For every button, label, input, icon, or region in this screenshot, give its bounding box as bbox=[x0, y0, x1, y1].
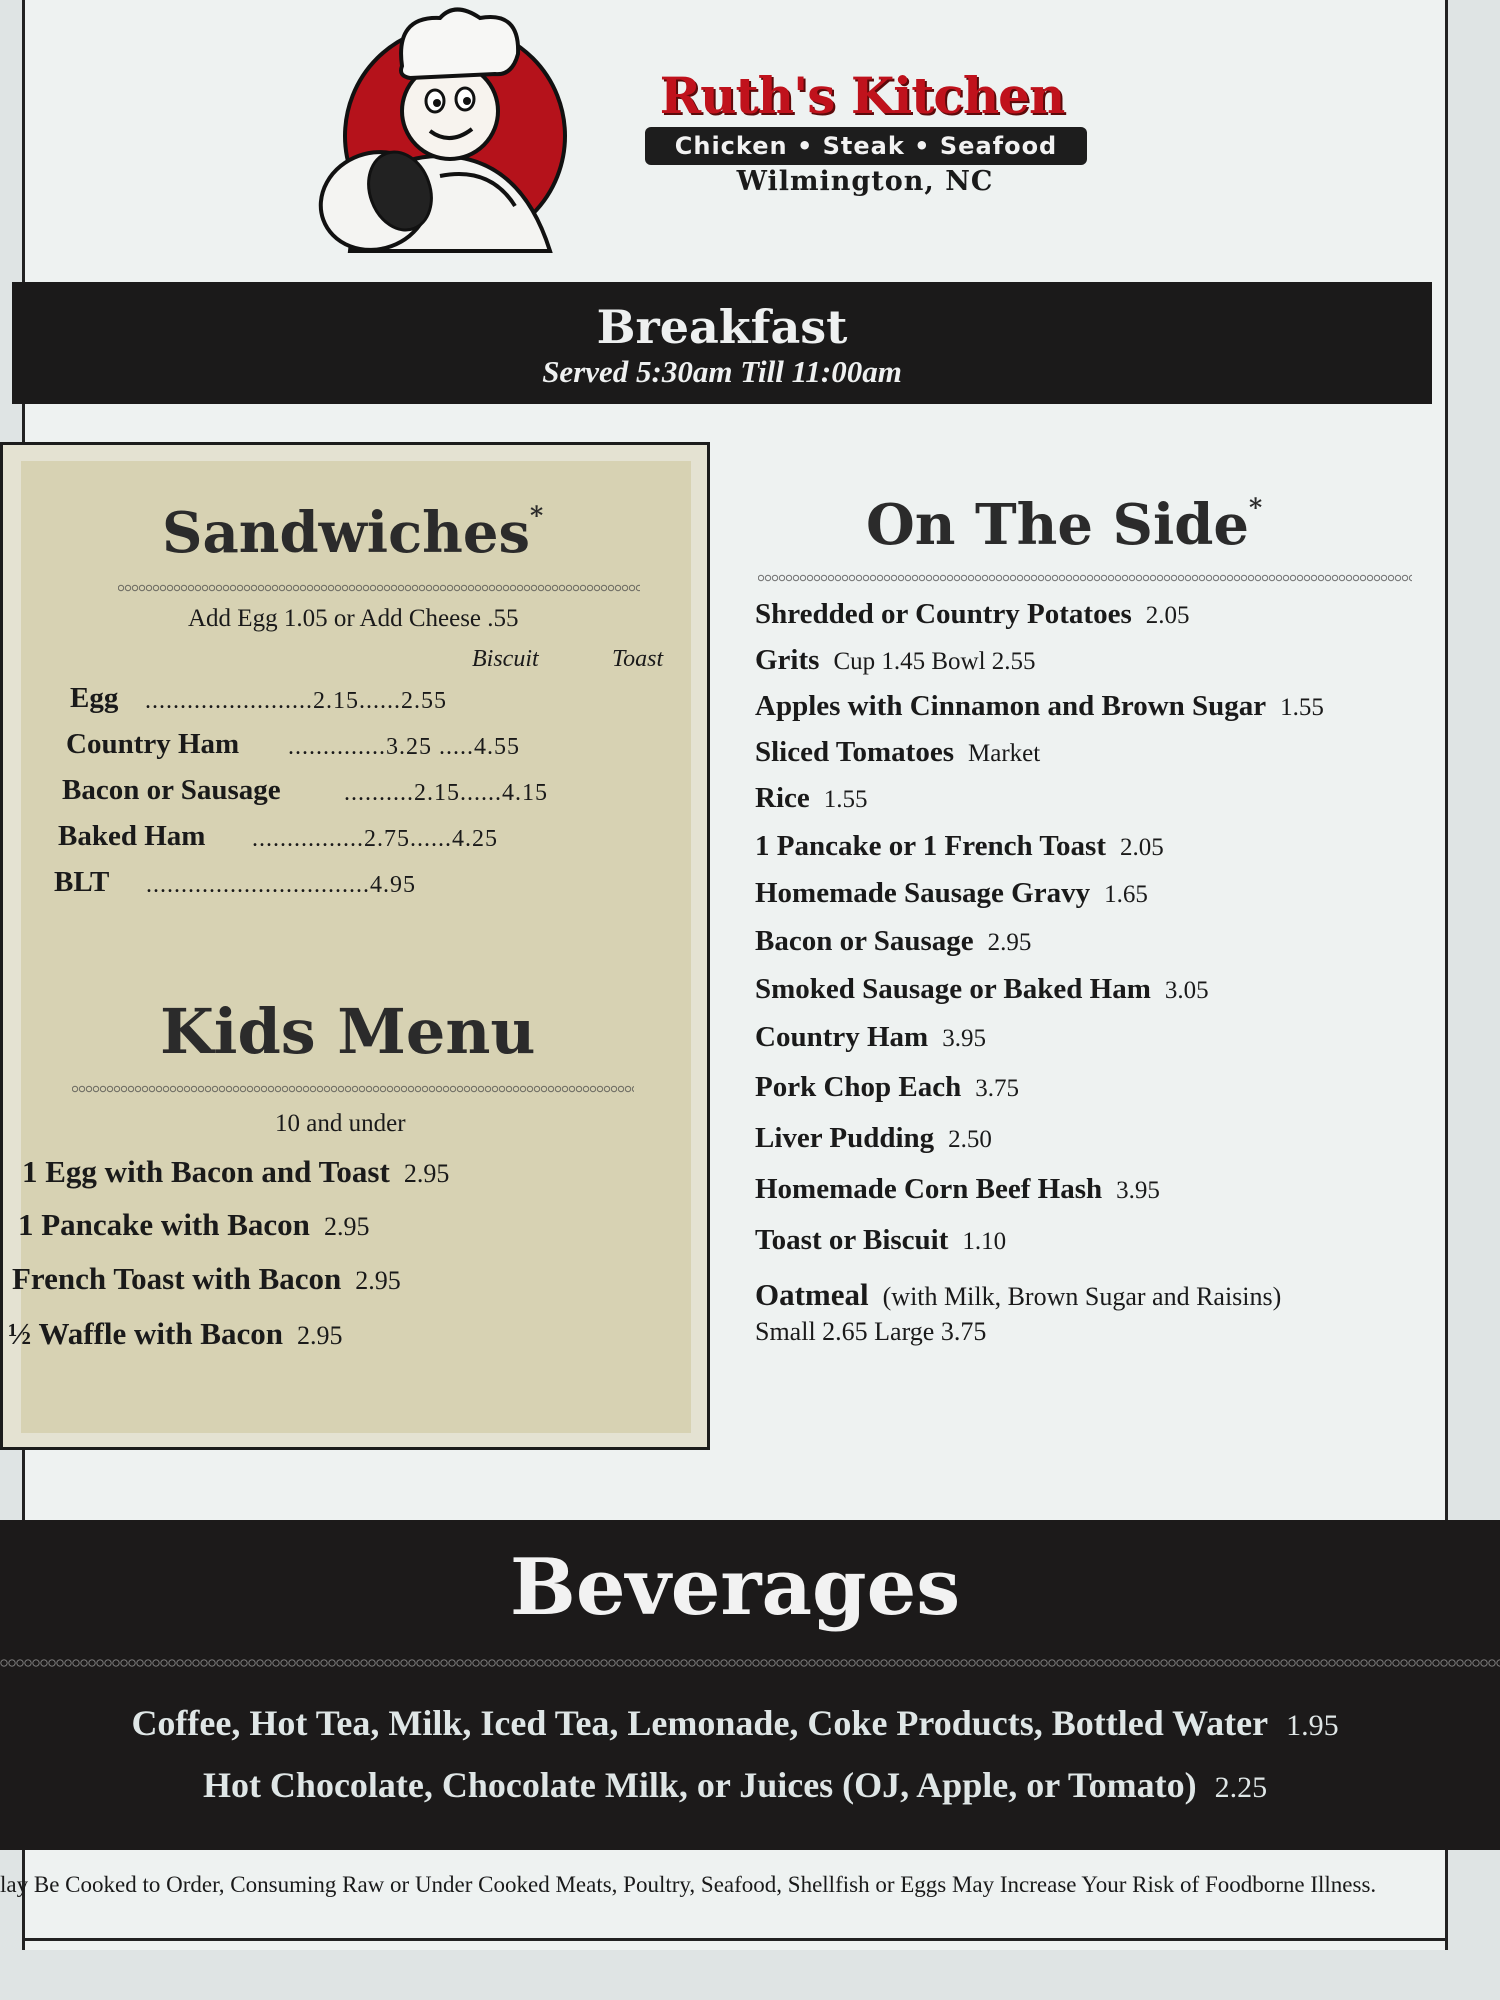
sandwich-name: BLT bbox=[54, 866, 110, 898]
column-biscuit: Biscuit bbox=[472, 646, 539, 672]
restaurant-tagline: Chicken • Steak • Seafood bbox=[645, 127, 1087, 165]
beverage-price: 1.95 bbox=[1286, 1709, 1339, 1742]
side-item bbox=[755, 736, 1040, 769]
beverage-price: 2.25 bbox=[1214, 1771, 1268, 1804]
kids-item-name: ½ Waffle with Bacon bbox=[8, 1316, 283, 1351]
kids-item bbox=[12, 1261, 401, 1297]
side-item bbox=[755, 644, 1036, 677]
side-item-name: Sliced Tomatoes bbox=[755, 736, 954, 768]
side-item bbox=[755, 1021, 986, 1054]
side-item-name: Homemade Sausage Gravy bbox=[755, 877, 1091, 909]
side-item-price: 1.55 bbox=[1280, 694, 1324, 721]
sandwiches-title bbox=[162, 500, 543, 566]
kids-item-name: 1 Pancake with Bacon bbox=[18, 1207, 310, 1242]
kids-item bbox=[18, 1207, 369, 1243]
beverages-divider bbox=[0, 1658, 1500, 1668]
side-item-name: Grits bbox=[755, 644, 820, 676]
sandwiches-note: Add Egg 1.05 or Add Cheese .55 bbox=[188, 605, 519, 632]
side-item-price: Cup 1.45 Bowl 2.55 bbox=[833, 648, 1036, 675]
restaurant-name: Ruth's Kitchen bbox=[659, 66, 1065, 125]
side-item-price: 1.10 bbox=[962, 1228, 1007, 1255]
side-item bbox=[755, 1122, 992, 1155]
sandwich-name: Country Ham bbox=[66, 728, 240, 760]
side-item bbox=[755, 1071, 1019, 1104]
food-safety-disclaimer: lay Be Cooked to Order, Consuming Raw or Under Cooked Meats, Poultry, Seafood, Shellfish or Eggs May Increase Your Risk of Foodborne Illness. bbox=[0, 1872, 1377, 1897]
side-item-price: 3.95 bbox=[1116, 1177, 1160, 1204]
beverages-section bbox=[0, 1520, 1500, 1850]
side-item bbox=[755, 1277, 1281, 1313]
side-item-price: 2.95 bbox=[987, 929, 1032, 956]
kids-item bbox=[22, 1154, 449, 1190]
kids-menu-title: Kids Menu bbox=[160, 995, 536, 1068]
side-item-name: Pork Chop Each bbox=[755, 1071, 962, 1103]
side-item bbox=[755, 877, 1148, 910]
kids-item-price: 2.95 bbox=[323, 1212, 370, 1241]
sandwiches-title-text: Sandwiches bbox=[162, 500, 531, 566]
kids-item-price: 2.95 bbox=[297, 1321, 343, 1350]
side-item-name: Bacon or Sausage bbox=[755, 925, 974, 957]
side-item-name: Rice bbox=[755, 782, 810, 814]
side-item bbox=[755, 1173, 1160, 1206]
column-toast: Toast bbox=[612, 646, 664, 672]
side-item-name: Toast or Biscuit bbox=[755, 1224, 949, 1256]
breakfast-title: Breakfast bbox=[596, 300, 848, 354]
side-item-name: Apples with Cinnamon and Brown Sugar bbox=[755, 690, 1267, 722]
side-item-price: 3.05 bbox=[1164, 977, 1209, 1004]
side-item-price: 3.75 bbox=[975, 1075, 1020, 1102]
restaurant-location: Wilmington, NC bbox=[736, 166, 994, 197]
beverage-items: Coffee, Hot Tea, Milk, Iced Tea, Lemonade, Coke Products, Bottled Water bbox=[131, 1703, 1269, 1743]
on-the-side-asterisk: * bbox=[1249, 492, 1263, 522]
chef-mascot-icon bbox=[290, 6, 600, 256]
sandwich-row bbox=[70, 682, 447, 715]
side-item-price: 1.55 bbox=[823, 786, 868, 813]
side-item bbox=[755, 973, 1209, 1006]
breakfast-banner bbox=[12, 282, 1432, 404]
side-item-name: Liver Pudding bbox=[755, 1122, 935, 1154]
sandwich-prices: ..............3.25 .....4.55 bbox=[288, 734, 520, 760]
side-item bbox=[755, 690, 1324, 723]
beverage-items: Hot Chocolate, Chocolate Milk, or Juices (OJ, Apple, or Tomato) bbox=[202, 1765, 1197, 1805]
side-item-name: Country Ham bbox=[755, 1021, 929, 1053]
sandwich-row bbox=[54, 866, 416, 899]
kids-item-price: 2.95 bbox=[403, 1159, 450, 1188]
sandwich-prices: ........................2.15......2.55 bbox=[145, 688, 447, 714]
side-item-name: 1 Pancake or 1 French Toast bbox=[755, 830, 1106, 862]
side-item bbox=[755, 782, 868, 815]
kids-item bbox=[8, 1316, 343, 1352]
side-item-price: 3.95 bbox=[942, 1025, 986, 1052]
on-the-side-title-text: On The Side bbox=[866, 492, 1250, 558]
side-item bbox=[755, 830, 1164, 863]
kids-item-name: French Toast with Bacon bbox=[12, 1261, 342, 1296]
sandwich-name: Baked Ham bbox=[58, 820, 206, 852]
side-item-price: 1.65 bbox=[1104, 881, 1148, 908]
sandwiches-kids-panel bbox=[0, 442, 710, 1450]
sandwich-prices: ..........2.15......4.15 bbox=[344, 780, 548, 806]
on-the-side-divider bbox=[758, 574, 1412, 582]
side-item bbox=[755, 925, 1031, 958]
breakfast-hours: Served 5:30am Till 11:00am bbox=[542, 354, 902, 389]
side-item-price: 2.50 bbox=[948, 1126, 992, 1153]
sandwich-row bbox=[62, 774, 548, 807]
sandwich-row bbox=[58, 820, 498, 853]
kids-note: 10 and under bbox=[275, 1110, 406, 1137]
side-item bbox=[755, 1224, 1006, 1257]
side-item-price: 2.05 bbox=[1119, 834, 1164, 861]
sandwich-name: Egg bbox=[70, 682, 119, 714]
beverages-title: Beverages bbox=[509, 1542, 961, 1633]
kids-item-price: 2.95 bbox=[355, 1266, 401, 1295]
side-item-detail: (with Milk, Brown Sugar and Raisins) bbox=[882, 1282, 1282, 1311]
beverage-line bbox=[0, 1764, 1470, 1806]
side-item bbox=[755, 598, 1190, 631]
on-the-side-title bbox=[866, 492, 1262, 558]
sandwiches-divider bbox=[118, 584, 640, 592]
bottom-rule bbox=[22, 1938, 1448, 1941]
side-item-name: Oatmeal bbox=[755, 1277, 869, 1312]
side-item-price: Market bbox=[968, 740, 1041, 767]
sandwich-row bbox=[66, 728, 520, 761]
side-item-name: Shredded or Country Potatoes bbox=[755, 598, 1132, 630]
sandwich-name: Bacon or Sausage bbox=[62, 774, 281, 806]
beverage-line bbox=[0, 1702, 1470, 1744]
sandwiches-asterisk: * bbox=[530, 500, 544, 530]
sandwich-prices: ................2.75......4.25 bbox=[252, 826, 498, 852]
side-item-price: 2.05 bbox=[1145, 602, 1190, 629]
oatmeal-sizes: Small 2.65 Large 3.75 bbox=[755, 1317, 987, 1346]
sandwich-prices: ................................4.95 bbox=[146, 872, 416, 898]
side-item-name: Smoked Sausage or Baked Ham bbox=[755, 973, 1151, 1005]
kids-item-name: 1 Egg with Bacon and Toast bbox=[22, 1154, 390, 1189]
side-item-name: Homemade Corn Beef Hash bbox=[755, 1173, 1103, 1205]
kids-divider bbox=[72, 1085, 634, 1093]
